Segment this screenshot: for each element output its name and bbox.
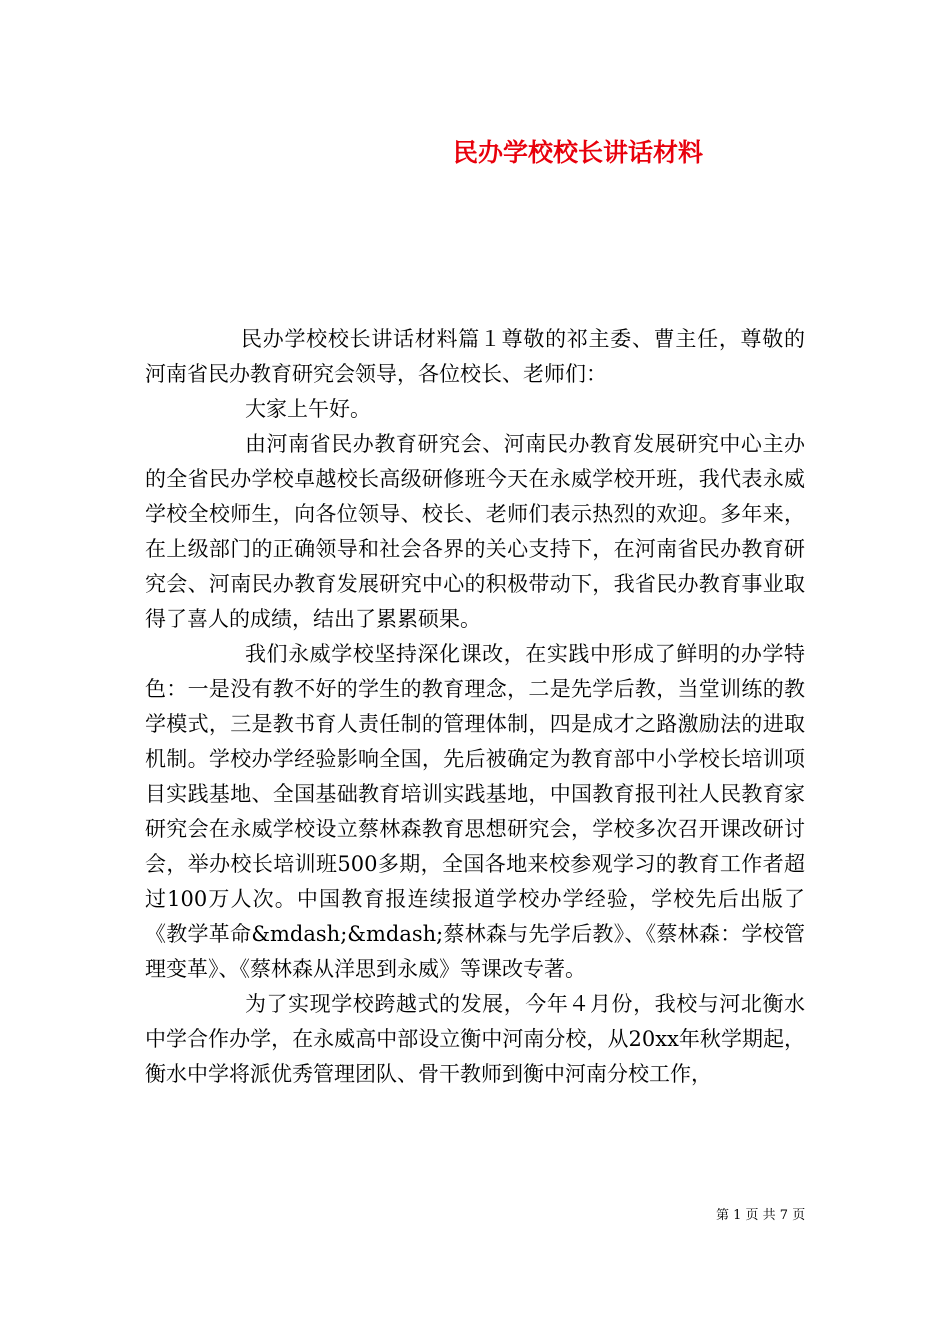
paragraph-cooperation: 为了实现学校跨越式的发展，今年４月份，我校与河北衡水中学合作办学，在永威高中部设立衡中河南分校，从20xx年秋学期起，衡水中学将派优秀管理团队、骨干教师到衡中河南分校工作， <box>145 992 805 1086</box>
paragraph-welcome: 由河南省民办教育研究会、河南民办教育发展研究中心主办的全省民办学校卓越校长高级研修班今天在永威学校开班，我代表永威学校全校师生，向各位领导、校长、老师们表示热烈的欢迎。多年来，在上级部门的正确领导和社会各界的关心支持下，在河南省民办教育研究会、河南民办教育发展研究中心的积极带动下，我省民办教育事业取得了喜人的成绩，结出了累累硕果。 <box>145 432 805 631</box>
paragraph-reform: 我们永威学校坚持深化课改，在实践中形成了鲜明的办学特色：一是没有教不好的学生的教育理念，二是先学后教，当堂训练的教学模式，三是教书育人责任制的管理体制，四是成才之路激励法的进取机制。学校办学经验影响全国，先后被确定为教育部中小学校长培训项目实践基地、全国基础教育培训实践基地，中国教育报刊社人民教育家研究会在永威学校设立蔡林森教育思想研究会，学校多次召开课改研讨会，举办校长培训班500多期，全国各地来校参观学习的教育工作者超过100万人次。中国教育报连续报道学校办学经验，学校先后出版了《教学革命&mdash;&mdash;蔡林森与先学后教》、《蔡林森：学校管理变革》、《蔡林森从洋思到永威》等课改专著。 <box>145 642 805 981</box>
paragraph-greeting: 民办学校校长讲话材料篇１尊敬的祁主委、曹主任，尊敬的河南省民办教育研究会领导，各位校长、老师们： <box>145 327 805 386</box>
page-number-footer: 第 1 页 共 7 页 <box>716 1208 806 1223</box>
paragraph-good-morning: 大家上午好。 <box>245 397 371 421</box>
document-title <box>0 133 950 169</box>
document-body <box>145 322 805 1092</box>
document-title-text: 民办学校校长讲话材料 <box>452 138 703 167</box>
